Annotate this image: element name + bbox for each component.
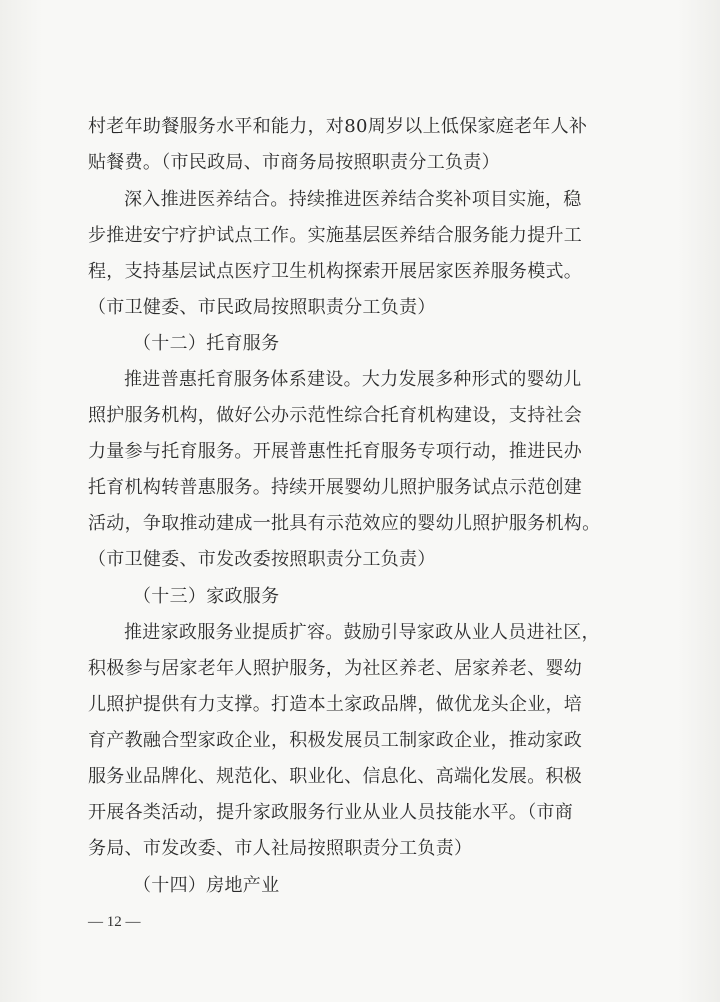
- text-line: 程，支持基层试点医疗卫生机构探索开展居家医养服务模式。: [88, 261, 583, 282]
- text-line: 推进家政服务业提质扩容。鼓励引导家政从业人员进社区，: [124, 622, 600, 643]
- text-line: 育产教融合型家政企业，积极发展员工制家政企业，推动家政: [88, 730, 583, 751]
- text-line: 服务业品牌化、规范化、职业化、信息化、高端化发展。积极: [88, 766, 583, 787]
- text-line: 力量参与托育服务。开展普惠性托育服务专项行动，推进民办: [88, 441, 583, 462]
- text-line: 活动，争取推动建成一批具有示范效应的婴幼儿照护服务机构。: [88, 513, 601, 534]
- text-line: 推进普惠托育服务体系建设。大力发展多种形式的婴幼儿: [124, 369, 582, 390]
- text-line: 积极参与居家老年人照护服务，为社区养老、居家养老、婴幼: [88, 658, 583, 679]
- section-heading: （十三）家政服务: [133, 586, 280, 607]
- text-line: 开展各类活动，提升家政服务行业从业人员技能水平。（市商: [88, 802, 574, 823]
- text-line: （市卫健委、市发改委按照职责分工负责）: [88, 549, 436, 570]
- section-heading: （十四）房地产业: [133, 875, 280, 896]
- text-line: 托育机构转普惠服务。持续开展婴幼儿照护服务试点示范创建: [88, 477, 583, 498]
- text-line: 步推进安宁疗护试点工作。实施基层医养结合服务能力提升工: [88, 225, 583, 246]
- page-number: — 12 —: [88, 914, 141, 930]
- text-line: 儿照护提供有力支撑。打造本土家政品牌，做优龙头企业，培: [88, 694, 583, 715]
- text-line: 照护服务机构，做好公办示范性综合托育机构建设，支持社会: [88, 405, 583, 426]
- section-heading: （十二）托育服务: [133, 333, 280, 354]
- text-line: （市卫健委、市民政局按照职责分工负责）: [88, 297, 436, 318]
- text-line: 村老年助餐服务水平和能力，对80周岁以上低保家庭老年人补: [88, 116, 588, 137]
- text-line: 务局、市发改委、市人社局按照职责分工负责）: [88, 838, 473, 859]
- text-line: 贴餐费。（市民政局、市商务局按照职责分工负责）: [88, 152, 500, 173]
- text-line: 深入推进医养结合。持续推进医养结合奖补项目实施，稳: [124, 189, 582, 210]
